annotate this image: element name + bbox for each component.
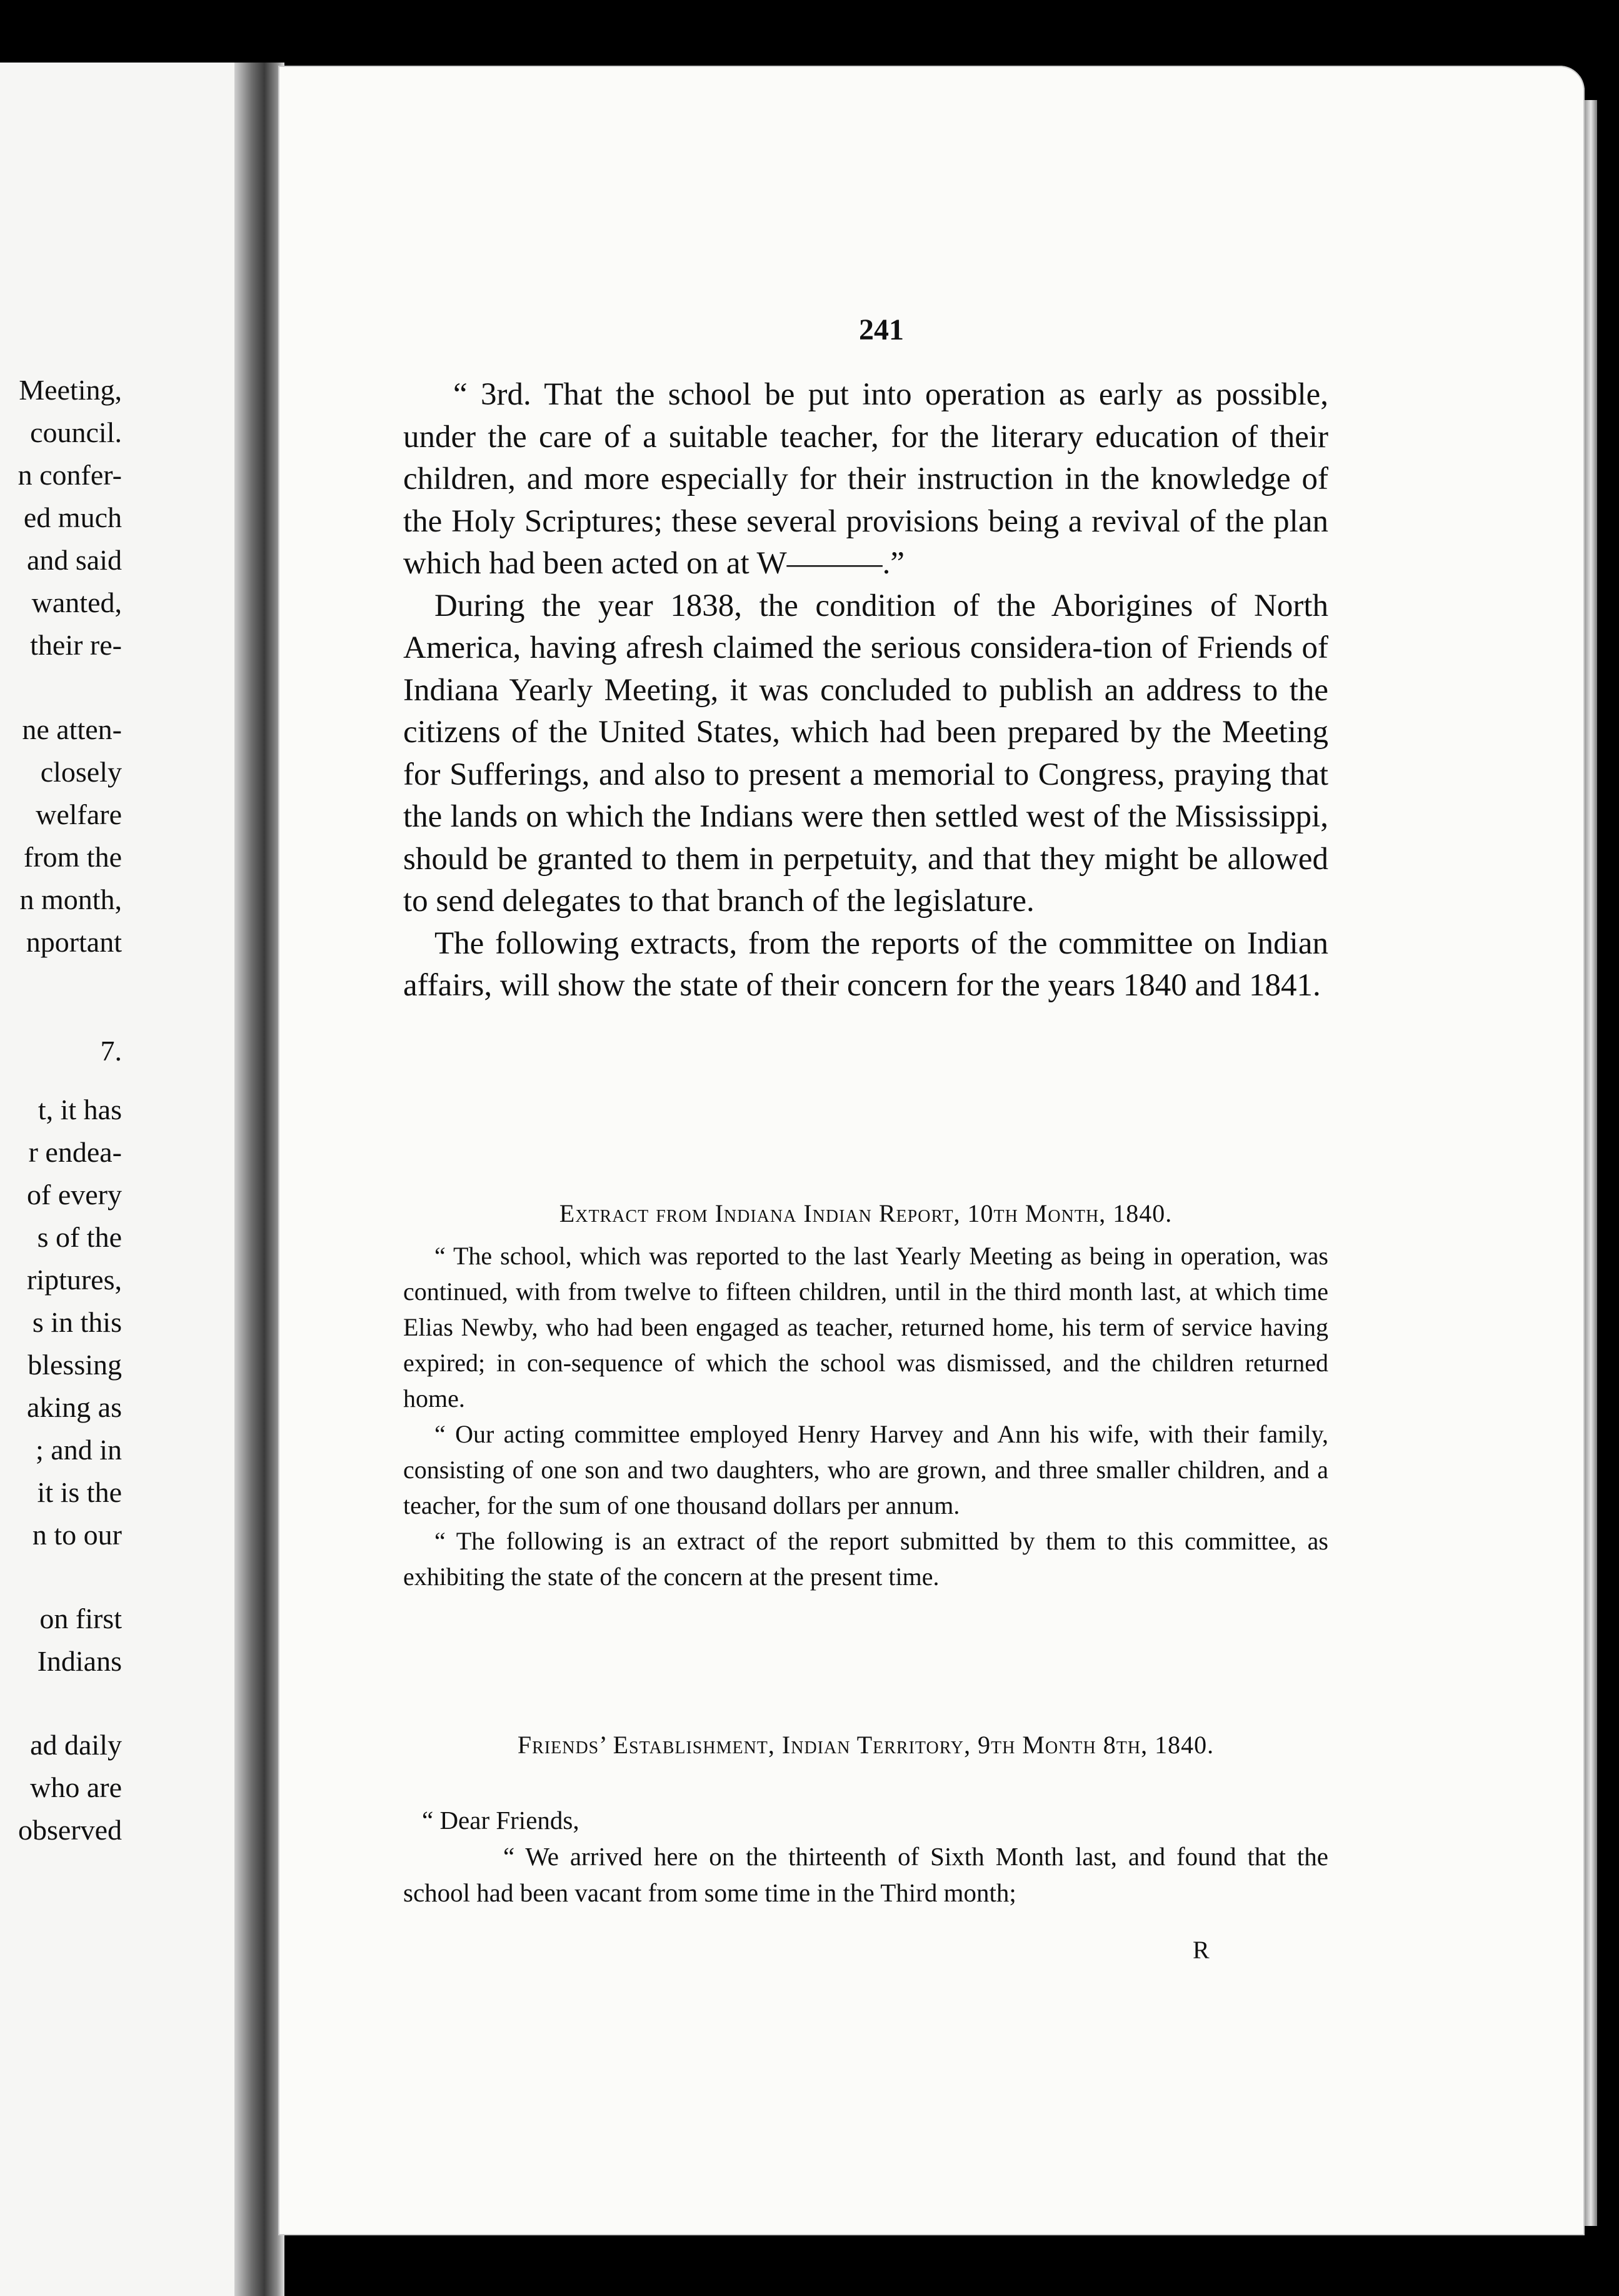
left-page-line: Meeting, bbox=[19, 374, 122, 406]
left-page-line: closely bbox=[40, 756, 122, 788]
left-page-line: it is the bbox=[37, 1476, 122, 1508]
letter-salutation: “ Dear Friends, bbox=[422, 1806, 579, 1835]
page-edge bbox=[1585, 100, 1597, 2226]
main-text bbox=[403, 374, 1328, 1007]
left-page-line: t, it has bbox=[38, 1094, 122, 1125]
left-page-line: on first bbox=[39, 1603, 122, 1634]
left-page-line: s of the bbox=[37, 1221, 122, 1253]
left-page-line: riptures, bbox=[26, 1264, 122, 1296]
signature-mark: R bbox=[1193, 1936, 1210, 1964]
left-page-line: observed bbox=[18, 1814, 122, 1846]
left-page-line: who are bbox=[30, 1771, 122, 1803]
extract-paragraph-report: “ The following is an extract of the report submitted by them to this committee, as exhibiting the state of the concern at the present time. bbox=[403, 1527, 1328, 1591]
extract-paragraph-school: “ The school, which was reported to the last Yearly Meeting as being in operation, was continued, with from twelve to fifteen children, until in the third month last, at which time Elias Newby, who had been engaged as teacher, returned home, his term of service having expired; in con-sequence of which the school was dismissed, and the children returned home. bbox=[403, 1242, 1328, 1412]
left-page-line: of every bbox=[27, 1179, 122, 1211]
left-page-line: aking as bbox=[26, 1391, 122, 1423]
left-page-line: n confer- bbox=[18, 459, 122, 491]
scan-top-border bbox=[0, 0, 1619, 69]
left-page-line: s in this bbox=[32, 1306, 122, 1338]
left-page-line: r endea- bbox=[28, 1136, 122, 1168]
left-page-line: ed much bbox=[23, 501, 122, 533]
left-page-line: their re- bbox=[30, 629, 122, 661]
left-page-line: wanted, bbox=[31, 587, 122, 618]
paragraph-following-extracts: The following extracts, from the reports of the committee on Indian affairs, will show the state of their concern for the years 1840 and 1841. bbox=[403, 925, 1328, 1003]
extract-text bbox=[403, 1238, 1328, 1594]
left-page-line: from the bbox=[23, 841, 122, 873]
paragraph-year-1838: During the year 1838, the condition of the Aborigines of North America, having afresh claimed the serious considera-tion of Friends of Indiana Yearly Meeting, it was concluded to publish an address to the citizens of the United States, which had been prepared by the Meeting for Sufferings, and also to present a memorial to Congress, praying that the lands on which the Indians were then settled west of the Mississippi, should be granted to them in perpetuity, and that they might be allowed to send delegates to that branch of the legislature. bbox=[403, 588, 1328, 919]
left-page-line: ne atten- bbox=[22, 713, 122, 745]
left-page-line: ; and in bbox=[36, 1434, 122, 1466]
left-page-line: n month, bbox=[19, 884, 122, 915]
left-page-line: nportant bbox=[26, 926, 122, 958]
extract-heading: Extract from Indiana Indian Report, 10th Month, 1840. bbox=[559, 1199, 1173, 1227]
letter-heading: Friends’ Establishment, Indian Territory, 9th Month 8th, 1840. bbox=[517, 1731, 1215, 1759]
extract-paragraph-committee: “ Our acting committee employed Henry Harvey and Ann his wife, with their family, consisting of one son and two daughters, who are grown, and three smaller children, and a teacher, for the sum of one thousand dollars per annum. bbox=[403, 1420, 1328, 1519]
letter-paragraph: “ We arrived here on the thirteenth of Sixth Month last, and found that the school had been vacant from some time in the Third month; bbox=[403, 1842, 1328, 1907]
book-gutter bbox=[234, 63, 284, 2296]
left-page-line: ad daily bbox=[30, 1729, 122, 1761]
paragraph-school-provisions: “ 3rd. That the school be put into operation as early as possible, under the care of a suitable teacher, for the literary education of their children, and more especially for their instruction in the knowledge of the Holy Scriptures; these several provisions being a revival of the plan which had been acted on at W———.” bbox=[403, 377, 1328, 581]
page-number: 241 bbox=[859, 313, 904, 346]
letter-text bbox=[403, 1802, 1328, 1911]
left-page-line: council. bbox=[30, 416, 122, 448]
left-page-line: and said bbox=[26, 544, 122, 576]
left-page-line: blessing bbox=[28, 1349, 122, 1381]
left-page-line: n to our bbox=[32, 1519, 122, 1551]
left-page-line: welfare bbox=[36, 798, 122, 830]
left-page-line: 7. bbox=[100, 1035, 122, 1067]
left-page-line: Indians bbox=[37, 1645, 122, 1677]
